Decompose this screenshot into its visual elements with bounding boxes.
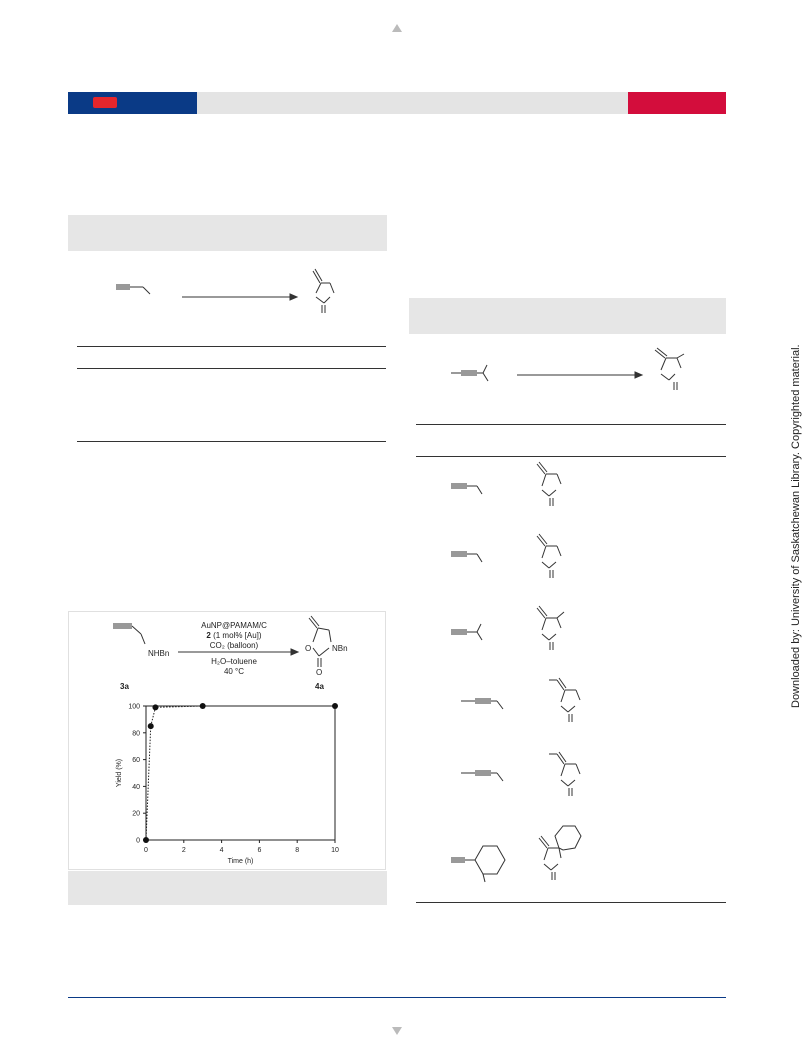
table-rule-mid-left [77, 368, 386, 369]
y-tick-label: 0 [136, 837, 140, 845]
catalyst-loading: (1 mol% [Au]) [210, 631, 262, 640]
table-rule-bottom-right [416, 902, 726, 903]
download-notice-container [778, 344, 802, 710]
x-tick-label: 0 [144, 847, 148, 854]
x-tick-label: 6 [257, 847, 262, 854]
data-point [152, 704, 158, 710]
compound-3a-label: 3a [120, 682, 129, 691]
y-tick-label: 60 [132, 757, 140, 765]
product-ring-oxygen-label: O [305, 644, 312, 653]
reagent-line-1: AuNP@PAMAM/C [201, 621, 267, 630]
journal-banner-right [628, 92, 726, 114]
page-down-arrow-icon[interactable] [392, 1027, 402, 1035]
y-tick-label: 100 [128, 703, 140, 711]
journal-badge [93, 97, 117, 108]
journal-banner-left [68, 92, 197, 114]
substrate-nhbn-label: NHBn [148, 649, 170, 658]
data-point [200, 703, 206, 709]
x-axis-label: Time (h) [227, 858, 254, 865]
y-tick-label: 40 [132, 783, 140, 791]
table-rule-top-right [416, 424, 726, 425]
plot-frame [146, 706, 335, 840]
table-rule-mid-right [416, 456, 726, 457]
data-point [148, 723, 154, 729]
compound-4a-label: 4a [315, 682, 324, 691]
footer-rule [68, 997, 726, 998]
figure-caption-box [68, 871, 387, 905]
x-tick-label: 10 [331, 847, 339, 854]
y-tick-label: 80 [132, 730, 140, 738]
y-axis-label: Yield (%) [116, 758, 123, 788]
figure-panel [68, 611, 386, 870]
catalyst-number: 2 [206, 631, 211, 640]
substrate-product-table [409, 458, 726, 902]
y-tick-label: 20 [132, 810, 140, 818]
x-tick-label: 8 [295, 847, 300, 854]
product-nbn-label: NBn [332, 644, 348, 653]
reagent-line-4: H₂O–toluene [211, 657, 257, 666]
data-point [143, 837, 149, 843]
download-notice: Downloaded by: University of Saskatchewan Library. Copyrighted material. [790, 344, 802, 708]
yield-vs-time-chart [69, 697, 385, 869]
x-tick-label: 2 [181, 847, 186, 854]
reaction-scheme [69, 612, 385, 697]
reagent-line-2 [206, 631, 261, 640]
page-up-arrow-icon[interactable] [392, 24, 402, 32]
reagent-line-5: 40 °C [223, 667, 245, 676]
journal-banner-middle [197, 92, 628, 114]
scheme-right-reaction [409, 340, 726, 400]
table-rule-bottom-left [77, 441, 386, 442]
table-caption-box-right [409, 298, 726, 334]
table-caption-box-left [68, 215, 387, 251]
series-line [146, 706, 335, 840]
data-point [332, 703, 338, 709]
x-tick-label: 4 [219, 847, 224, 854]
product-carbonyl-oxygen-label: O [316, 668, 323, 677]
reagent-line-3: CO₂ (balloon) [209, 641, 259, 650]
table-rule-top-left [77, 346, 386, 347]
scheme-left-reaction [68, 255, 388, 325]
